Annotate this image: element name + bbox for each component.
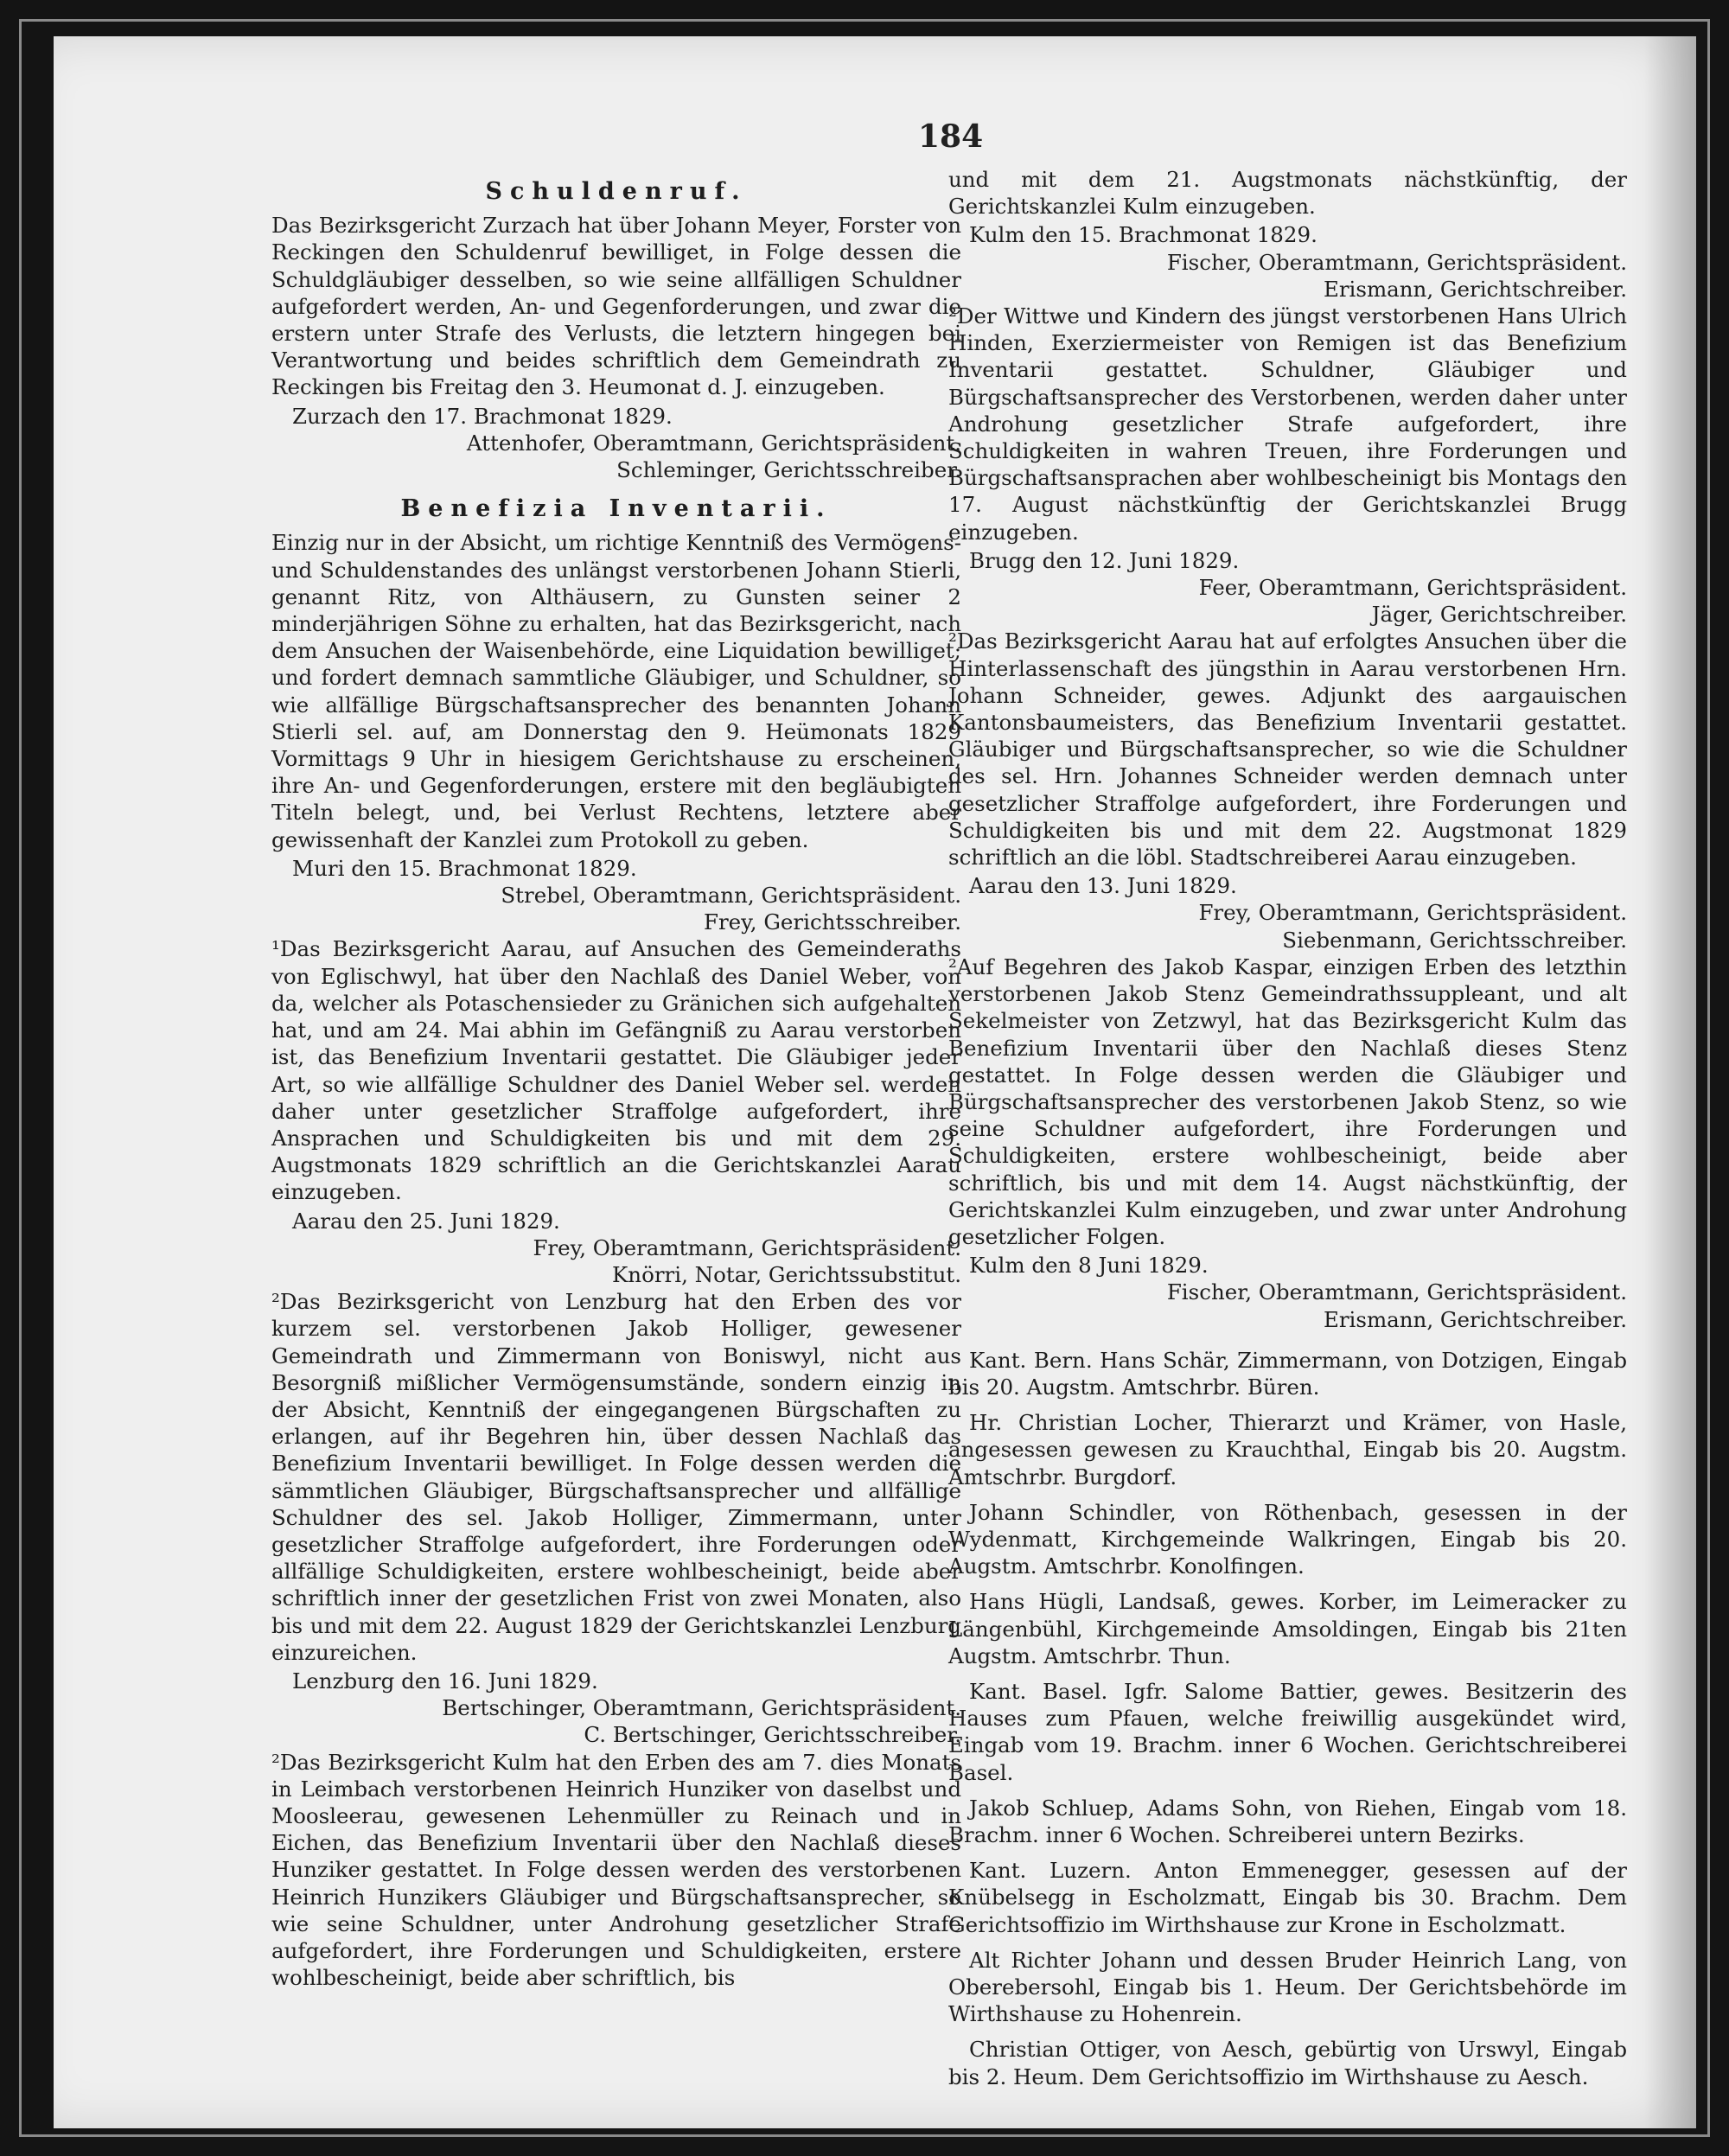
short-notice: Kant. Bern. Hans Schär, Zimmermann, von Dotzigen, Eingab bis 20. Augstm. Amtschrbr. Büren. (948, 1347, 1627, 1400)
notice-body: ²Das Bezirksgericht Kulm hat den Erben des am 7. dies Monats in Leimbach verstorbenen Heinrich Hunziker von daselbst und Moosleerau, gewesenen Lehenmüller zu Reinach und in Eichen, das Benefizium Inventarii über den Nachlaß dieses Hunziker gestattet. In Folge dessen werden des verstorbenen Heinrich Hunzikers Gläubiger und Bürgschaftsansprecher, so wie seine Schuldner, unter Androhung gesetzlicher Strafe aufgefordert, ihre Forderungen und Schuldigkeiten, erstere wohlbescheinigt, beide aber schriftlich, bis (271, 1749, 961, 1991)
short-notice: Kant. Basel. Igfr. Salome Battier, gewes. Besitzerin des Hauses zum Pfauen, welche freiwillig ausgekündet wird, Eingab vom 19. Brachm. inner 6 Wochen. Gerichtschreiberei Basel. (948, 1678, 1627, 1785)
notice-signature: Attenhofer, Oberamtmann, Gerichtspräsident. (466, 430, 961, 456)
short-notice: Jakob Schluep, Adams Sohn, von Riehen, Eingab vom 18. Brachm. inner 6 Wochen. Schreiberei untern Bezirks. (948, 1795, 1627, 1847)
notice-signature: Frey, Oberamtmann, Gerichtspräsident. (1198, 900, 1627, 926)
newspaper-page (54, 36, 1696, 2128)
notice-body: ²Auf Begehren des Jakob Kaspar, einzigen Erben des letzthin verstorbenen Jakob Stenz Gemeindrathssuppleant, und alt Sekelmeister von Zetzwyl, hat das Bezirksgericht Kulm das Benefizium Inventarii über den Nachlaß dieses Stenz gestattet. In Folge dessen werden die Gläubiger und Bürgschaftsansprecher des verstorbenen Jakob Stenz, so wie seine Schuldner aufgefordert, ihre Forderungen und Schuldigkeiten, erstere wohlbescheinigt, beide aber schriftlich, bis und mit dem 14. Augst nächstkünftig, der Gerichtskanzlei Kulm einzugeben, und zwar unter Androhung gesetzlicher Folgen. (948, 954, 1627, 1249)
notice-body: ²Der Wittwe und Kindern des jüngst verstorbenen Hans Ulrich Hinden, Exerziermeister von Remigen ist das Benefizium Inventarii gestattet. Schuldner, Gläubiger und Bürgschaftsansprecher des Verstorbenen, werden daher unter Androhung gesetzlicher Strafe aufgefordert, ihre Schuldigkeiten in wahren Treuen, ihre Forderungen und Bürgschaftsansprachen aber wohlbescheinigt bis Montags den 17. August nächstkünftig der Gerichtskanzlei Brugg einzugeben. (948, 303, 1627, 545)
notice-signature: Knörri, Notar, Gerichtssubstitut. (612, 1261, 961, 1287)
notice-dateline: Zurzach den 17. Brachmonat 1829. (292, 403, 673, 429)
notice-body: Einzig nur in der Absicht, um richtige Kenntniß des Vermögens- und Schuldenstandes des unlängst verstorbenen Johann Stierli, genannt Ritz, von Althäusern, zu Gunsten seiner 2 minderjährigen Söhne zu erhalten, hat das Bezirksgericht, nach dem Ansuchen der Waisenbehörde, eine Liquidation bewilliget; und fordert demnach sammtliche Gläubiger, und Schuldner, so wie allfällige Bürgschaftsansprecher des benannten Johann Stierli sel. auf, am Donnerstag den 9. Heümonats 1829 Vormittags 9 Uhr in hiesigem Gerichtshause zu erscheinen, ihre An- und Gegenforderungen, erstere mit den begläubigten Titeln belegt, und, bei Verlust Rechtens, letztere aber gewissenhaft der Kanzlei zum Protokoll zu geben. (271, 530, 961, 852)
notice-dateline: Kulm den 8 Juni 1829. (969, 1253, 1209, 1279)
notice-body: ²Das Bezirksgericht Aarau hat auf erfolgtes Ansuchen über die Hinterlassenschaft des jüngsthin in Aarau verstorbenen Hrn. Johann Schneider, gewes. Adjunkt des aargauischen Kantonsbaumeisters, das Benefizium Inventarii gestattet. Gläubiger und Bürgschaftsansprecher, so wie die Schuldner des sel. Hrn. Johannes Schneider werden demnach unter gesetzlicher Straffolge aufgefordert, ihre Forderungen und Schuldigkeiten bis und mit dem 22. Augstmonat 1829 schriftlich an die löbl. Stadtschreiberei Aarau einzugeben. (948, 628, 1627, 871)
notice-signature: Erismann, Gerichtschreiber. (1323, 276, 1627, 302)
notice-signature: Jäger, Gerichtschreiber. (1371, 602, 1627, 628)
notice-dateline: Kulm den 15. Brachmonat 1829. (969, 222, 1317, 248)
notice-signature: Fischer, Oberamtmann, Gerichtspräsident. (1166, 1279, 1627, 1305)
notice-signature: Frey, Oberamtmann, Gerichtspräsident. (533, 1234, 961, 1260)
notice-dateline: Aarau den 25. Juni 1829. (292, 1208, 560, 1234)
notice-body: ¹Das Bezirksgericht Aarau, auf Ansuchen des Gemeinderaths von Eglischwyl, hat über den Nachlaß des Daniel Weber, von da, welcher als Potaschensieder zu Gränichen sich aufgehalten hat, und am 24. Mai abhin im Gefängniß zu Aarau verstorben ist, das Benefizium Inventarii gestattet. Die Gläubiger jeder Art, so wie allfällige Schuldner des Daniel Weber sel. werden daher unter gesetzlicher Straffolge aufgefordert, ihre Ansprachen und Schuldigkeiten bis und mit dem 29. Augstmonats 1829 schriftlich an die Gerichtskanzlei Aarau einzugeben. (271, 936, 961, 1205)
short-notice: Hr. Christian Locher, Thierarzt und Krämer, von Hasle, angesessen gewesen zu Krauchthal, Eingab bis 20. Augstm. Amtschrbr. Burgdorf. (948, 1410, 1627, 1489)
notice-dateline: Brugg den 12. Juni 1829. (969, 547, 1240, 573)
notice-signature: Schleminger, Gerichtsschreiber. (616, 457, 961, 483)
notice-body: Das Bezirksgericht Zurzach hat über Johann Meyer, Forster von Reckingen den Schuldenruf bewilliget, in Folge dessen die Schuldgläubiger desselben, so wie seine allfälligen Schuldner aufgefordert werden, An- und Gegenforderungen, und zwar die erstern unter Strafe des Verlusts, die letztern hingegen bei Verantwortung und beides schriftlich dem Gemeindrath zu Reckingen bis Freitag den 3. Heumonat d. J. einzugeben. (271, 213, 961, 400)
notice-continuation: und mit dem 21. Augstmonats nächstkünftig, der Gerichtskanzlei Kulm einzugeben. (948, 167, 1627, 220)
notice-signature: Bertschinger, Oberamtmann, Gerichtspräsident. (442, 1695, 961, 1721)
short-notices-list (948, 1347, 1627, 2090)
short-notice: Hans Hügli, Landsaß, gewes. Korber, im Leimeracker zu Längenbühl, Kirchgemeinde Amsoldingen, Eingab bis 21ten Augstm. Amtschrbr. Thun. (948, 1589, 1627, 1668)
notice-signature: Fischer, Oberamtmann, Gerichtspräsident. (1166, 249, 1627, 275)
right-column (948, 166, 1627, 2099)
page-number: 184 (918, 118, 984, 155)
notice-body: ²Das Bezirksgericht von Lenzburg hat den Erben des vor kurzem sel. verstorbenen Jakob Holliger, gewesener Gemeindrath und Zimmermann von Boniswyl, nicht aus Besorgniß mißlicher Vermögensumstände, sondern einzig in der Absicht, Kenntniß der eingegangenen Bürgschaften zu erlangen, auf ihr Begehren hin, über dessen Nachlaß das Benefizium Inventarii bewilliget. In Folge dessen werden die sämmtlichen Gläubiger, Bürgschaftsansprecher und allfällige Schuldner des sel. Jakob Holliger, Zimmermann, unter gesetzlicher Straffolge aufgefordert, ihre Forderungen oder allfällige Schuldigkeiten, erstere wohlbescheinigt, beide aber schriftlich inner der gesetzlichen Frist von zwei Monaten, also bis und mit dem 22. August 1829 der Gerichtskanzlei Lenzburg einzureichen. (271, 1289, 961, 1665)
notice-dateline: Muri den 15. Brachmonat 1829. (292, 855, 637, 881)
notice-signature: C. Bertschinger, Gerichtsschreiber. (584, 1722, 961, 1748)
notice-dateline: Aarau den 13. Juni 1829. (969, 873, 1237, 899)
notice-dateline: Lenzburg den 16. Juni 1829. (292, 1668, 598, 1694)
section-heading-benefizia: Benefizia Inventarii. (400, 495, 833, 523)
left-column (271, 166, 961, 1991)
notice-signature: Siebenmann, Gerichtsschreiber. (1282, 927, 1627, 953)
short-notice: Johann Schindler, von Röthenbach, gesessen in der Wydenmatt, Kirchgemeinde Walkringen, Eingab bis 20. Augstm. Amtschrbr. Konolfingen. (948, 1499, 1627, 1579)
section-heading-schuldenruf: Schuldenruf. (485, 178, 748, 205)
page-curl-shadow (1644, 36, 1696, 2128)
short-notice: Kant. Luzern. Anton Emmenegger, gesessen auf der Knübelsegg in Escholzmatt, Eingab bis 30. Brachm. Dem Gerichtsoffizio im Wirthshause zur Krone in Escholzmatt. (948, 1858, 1627, 1937)
short-notice: Christian Ottiger, von Aesch, gebürtig von Urswyl, Eingab bis 2. Heum. Dem Gerichtsoffizio im Wirthshause zu Aesch. (948, 2037, 1627, 2089)
notice-signature: Erismann, Gerichtschreiber. (1323, 1306, 1627, 1332)
notice-signature: Feer, Oberamtmann, Gerichtspräsident. (1198, 575, 1627, 601)
notice-signature: Frey, Gerichtsschreiber. (703, 909, 961, 935)
notice-signature: Strebel, Oberamtmann, Gerichtspräsident. (501, 883, 961, 909)
short-notice: Alt Richter Johann und dessen Bruder Heinrich Lang, von Oberebersohl, Eingab bis 1. Heum. Der Gerichtsbehörde im Wirthshause zu Hohenrein. (948, 1947, 1627, 2027)
